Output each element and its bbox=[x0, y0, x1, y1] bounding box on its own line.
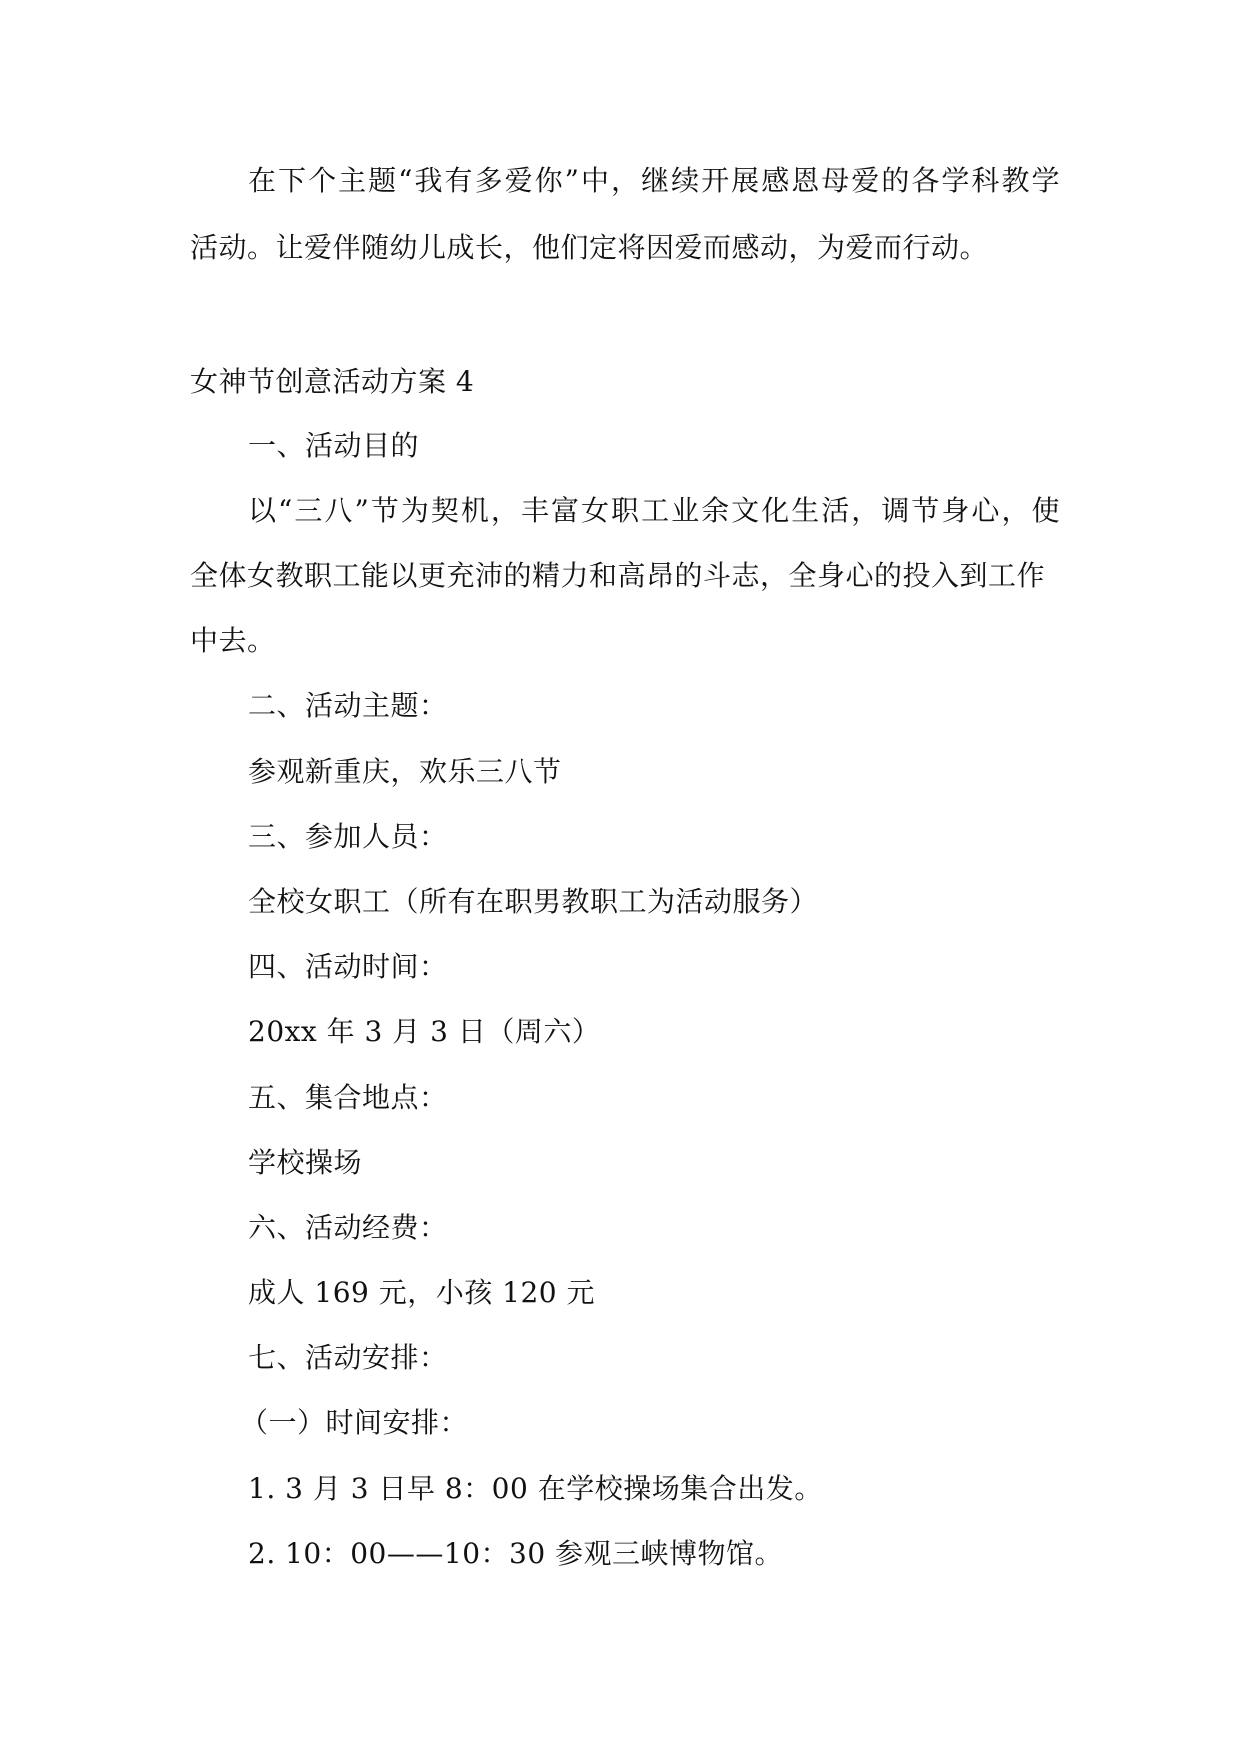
heading-participants: 三、参加人员： bbox=[248, 820, 448, 853]
section-title: 女神节创意活动方案 4 bbox=[190, 365, 475, 398]
paragraph-line: 活动。让爱伴随幼儿成长，他们定将因爱而感动，为爱而行动。 bbox=[190, 231, 989, 264]
location-text: 学校操场 bbox=[248, 1146, 363, 1179]
participants-text: 全校女职工（所有在职男教职工为活动服务） bbox=[248, 885, 819, 918]
budget-text: 成人 169 元，小孩 120 元 bbox=[248, 1276, 595, 1309]
theme-text: 参观新重庆，欢乐三八节 bbox=[248, 755, 562, 788]
heading-time: 四、活动时间： bbox=[248, 950, 448, 983]
heading-budget: 六、活动经费： bbox=[248, 1211, 448, 1244]
heading-location: 五、集合地点： bbox=[248, 1081, 448, 1114]
paragraph-line: 中去。 bbox=[190, 624, 276, 657]
time-text: 20xx 年 3 月 3 日（周六） bbox=[248, 1015, 601, 1048]
schedule-item: 1. 3 月 3 日早 8：00 在学校操场集合出发。 bbox=[248, 1472, 823, 1505]
paragraph-line: 全体女教职工能以更充沛的精力和高昂的斗志，全身心的投入到工作 bbox=[190, 559, 1046, 592]
heading-purpose: 一、活动目的 bbox=[248, 429, 420, 462]
schedule-item: 2. 10：00——10：30 参观三峡博物馆。 bbox=[248, 1537, 784, 1570]
subheading-time-schedule: （一）时间安排： bbox=[240, 1406, 469, 1439]
paragraph-line: 在下个主题“我有多爱你”中，继续开展感恩母爱的各学科教学 bbox=[248, 164, 1060, 197]
paragraph-line: 以“三八”节为契机，丰富女职工业余文化生活，调节身心，使 bbox=[248, 494, 1060, 527]
heading-theme: 二、活动主题： bbox=[248, 689, 448, 722]
heading-schedule: 七、活动安排： bbox=[248, 1341, 448, 1374]
